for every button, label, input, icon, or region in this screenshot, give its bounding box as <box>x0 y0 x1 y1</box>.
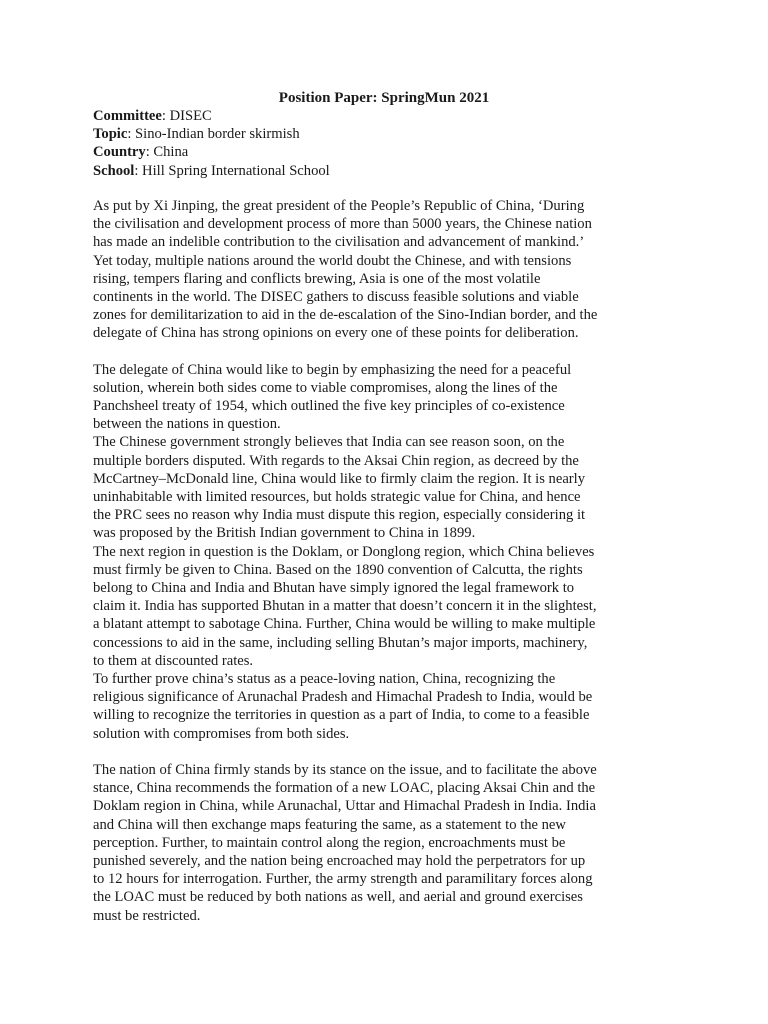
meta-school <box>93 162 330 180</box>
text-line: the civilisation and development process of more than 5000 years, the Chinese nation <box>93 216 592 233</box>
meta-country <box>93 143 330 161</box>
document-meta <box>93 107 330 180</box>
paragraph-loac <box>93 761 693 925</box>
meta-key: Country <box>93 144 146 161</box>
text-line: multiple borders disputed. With regards to the Aksai Chin region, as decreed by the <box>93 452 579 469</box>
text-line: was proposed by the British Indian government to China in 1899. <box>93 525 476 542</box>
text-line: to 12 hours for interrogation. Further, the army strength and paramilitary forces along <box>93 871 593 888</box>
text-line: belong to China and India and Bhutan have simply ignored the legal framework to <box>93 580 575 597</box>
text-line: the LOAC must be reduced by both nations as well, and aerial and ground exercises <box>93 889 583 906</box>
text-line: willing to recognize the territories in question as a part of India, to come to a feasible <box>93 707 590 724</box>
text-line: and China will then exchange maps featuring the same, as a statement to the new <box>93 816 566 833</box>
meta-key: Committee <box>93 108 162 124</box>
text-line: to them at discounted rates. <box>93 652 254 669</box>
text-line: Doklam region in China, while Arunachal, Uttar and Himachal Pradesh in India. India <box>93 798 596 815</box>
paragraph-peaceful-solution <box>93 361 693 434</box>
text-line: uninhabitable with limited resources, but holds strategic value for China, and hence <box>93 489 581 506</box>
text-line: rising, tempers flaring and conflicts brewing, Asia is one of the most volatile <box>93 270 541 287</box>
paragraph-aksai-chin <box>93 433 693 542</box>
meta-key: School <box>93 162 135 179</box>
document-title: Position Paper: SpringMun 2021 <box>278 90 490 106</box>
text-line: the PRC sees no reason why India must dispute this region, especially considering it <box>93 507 586 524</box>
text-line: Panchsheel treaty of 1954, which outlined the five key principles of co-existence <box>93 398 565 415</box>
meta-value: : Sino-Indian border skirmish <box>127 126 300 143</box>
paragraph-doklam <box>93 543 693 670</box>
text-line: solution with compromises from both sides. <box>93 725 350 742</box>
text-line: has made an indelible contribution to the civilisation and advancement of mankind.’ <box>93 234 585 251</box>
text-line: stance, China recommends the formation of a new LOAC, placing Aksai Chin and the <box>93 780 596 797</box>
text-line: To further prove china’s status as a peace-loving nation, China, recognizing the <box>93 671 556 688</box>
text-line: perception. Further, to maintain control along the region, encroachments must be <box>93 834 566 851</box>
document-body <box>93 197 693 925</box>
text-line: must firmly be given to China. Based on the 1890 convention of Calcutta, the rights <box>93 561 583 578</box>
text-line: continents in the world. The DISEC gathers to discuss feasible solutions and viable <box>93 289 579 306</box>
text-line: solution, wherein both sides come to viable compromises, along the lines of the <box>93 379 558 396</box>
text-line: delegate of China has strong opinions on every one of these points for deliberation. <box>93 325 579 342</box>
text-line: The next region in question is the Doklam, or Donglong region, which China believes <box>93 543 595 560</box>
text-line: The Chinese government strongly believes that India can see reason soon, on the <box>93 434 565 451</box>
text-line: a blatant attempt to sabotage China. Further, China would be willing to make multiple <box>93 616 596 633</box>
text-line: McCartney–McDonald line, China would like to firmly claim the region. It is nearly <box>93 470 586 487</box>
paragraph-gap <box>93 343 693 361</box>
meta-committee <box>93 107 330 125</box>
text-line: punished severely, and the nation being encroached may hold the perpetrators for up <box>93 852 586 869</box>
meta-key: Topic <box>93 126 128 143</box>
text-line: concessions to aid in the same, including selling Bhutan’s major imports, machinery, <box>93 634 588 651</box>
paragraph-gap <box>93 743 693 761</box>
meta-value: : DISEC <box>161 108 212 124</box>
meta-value: : China <box>145 144 189 161</box>
text-line: As put by Xi Jinping, the great president of the People’s Republic of China, ‘During <box>93 198 585 214</box>
text-line: The delegate of China would like to begin by emphasizing the need for a peaceful <box>93 361 572 378</box>
meta-value: : Hill Spring International School <box>134 162 330 179</box>
text-line: claim it. India has supported Bhutan in a matter that doesn’t concern it in the slightest, <box>93 598 597 615</box>
paragraph-intro <box>93 197 693 343</box>
text-line: zones for demilitarization to aid in the de-escalation of the Sino-Indian border, and the <box>93 307 598 324</box>
meta-topic <box>93 125 330 143</box>
text-line: Yet today, multiple nations around the world doubt the Chinese, and with tensions <box>93 252 572 269</box>
text-line: The nation of China firmly stands by its stance on the issue, and to facilitate the above <box>93 761 597 778</box>
text-line: must be restricted. <box>93 907 201 924</box>
paragraph-arunachal <box>93 670 693 743</box>
text-line: between the nations in question. <box>93 416 281 433</box>
text-line: religious significance of Arunachal Pradesh and Himachal Pradesh to India, would be <box>93 689 593 706</box>
